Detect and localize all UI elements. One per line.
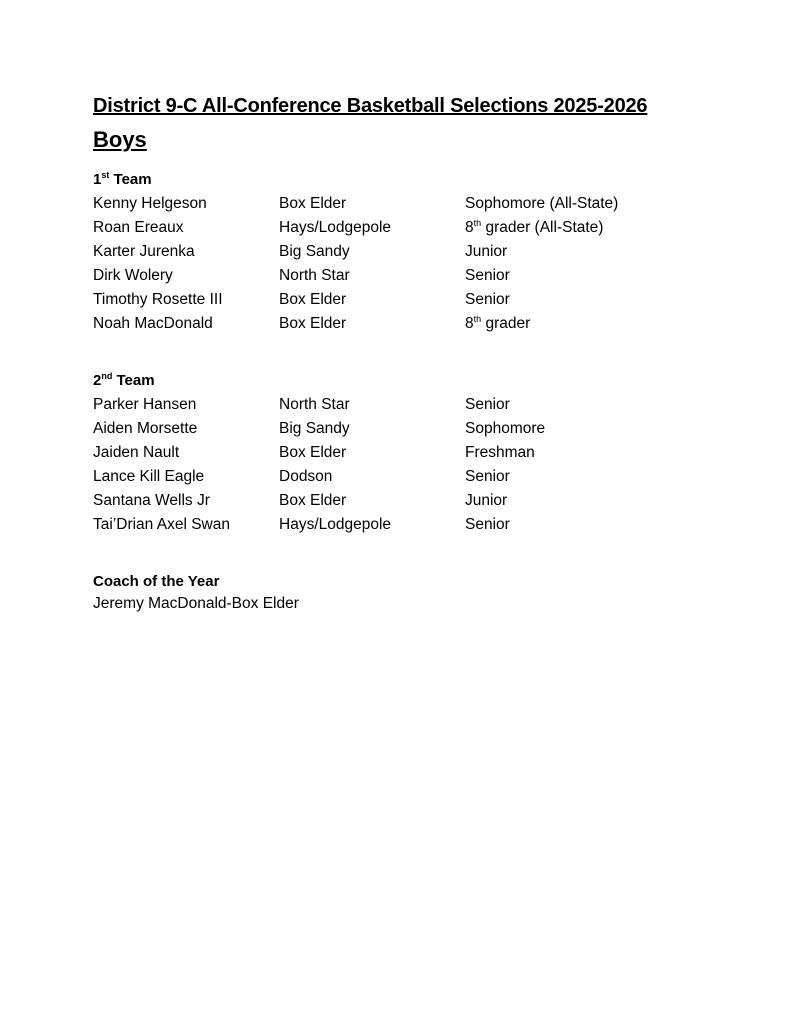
first-team-row (93, 267, 713, 291)
second-team-row (93, 396, 713, 420)
first-team-row (93, 195, 713, 219)
player-grade: Senior (465, 267, 510, 284)
player-school: Box Elder (279, 444, 347, 461)
player-name: Parker Hansen (93, 396, 197, 413)
player-grade: 8th grader (465, 313, 531, 332)
player-name: Noah MacDonald (93, 315, 213, 332)
second-team-heading-ordinal: nd (101, 371, 113, 381)
second-team-row (93, 468, 713, 492)
player-grade: Senior (465, 291, 510, 308)
coach-name: Jeremy MacDonald-Box Elder (93, 595, 299, 612)
player-school: North Star (279, 396, 350, 413)
second-team-row (93, 420, 713, 444)
player-grade: 8th grader (All-State) (465, 217, 604, 236)
player-grade: Sophomore (465, 420, 546, 437)
player-name: Tai’Drian Axel Swan (93, 516, 230, 533)
coach-heading: Coach of the Year (93, 573, 220, 590)
second-team-row (93, 516, 713, 540)
player-school: Box Elder (279, 195, 347, 212)
first-team-row (93, 219, 713, 243)
second-team-heading-number: 2 (93, 372, 102, 389)
second-team-heading (93, 372, 155, 389)
player-name: Karter Jurenka (93, 243, 195, 260)
player-name: Kenny Helgeson (93, 195, 207, 212)
document-subtitle: Boys (93, 127, 147, 152)
player-school: Big Sandy (279, 420, 350, 437)
second-team-heading-label: Team (112, 372, 155, 389)
player-name: Lance Kill Eagle (93, 468, 205, 485)
first-team-row (93, 291, 713, 315)
player-school: Hays/Lodgepole (279, 219, 392, 236)
first-team-heading-ordinal: st (101, 170, 110, 180)
player-school: North Star (279, 267, 350, 284)
player-grade: Senior (465, 468, 510, 485)
player-grade: Senior (465, 516, 510, 533)
second-team-row (93, 492, 713, 516)
player-name: Roan Ereaux (93, 219, 184, 236)
first-team-heading (93, 171, 152, 188)
player-name: Aiden Morsette (93, 420, 198, 437)
player-grade: Junior (465, 243, 508, 260)
player-grade: Senior (465, 396, 510, 413)
player-school: Box Elder (279, 291, 347, 308)
player-grade: Sophomore (All-State) (465, 195, 619, 212)
player-name: Dirk Wolery (93, 267, 173, 284)
player-grade: Freshman (465, 444, 535, 461)
player-school: Box Elder (279, 315, 347, 332)
player-school: Box Elder (279, 492, 347, 509)
player-school: Dodson (279, 468, 333, 485)
document-title: District 9-C All-Conference Basketball Selections 2025-2026 (93, 95, 648, 117)
first-team-heading-number: 1 (93, 171, 102, 188)
player-name: Timothy Rosette III (93, 291, 223, 308)
second-team-row (93, 444, 713, 468)
player-name: Jaiden Nault (93, 444, 180, 461)
player-school: Hays/Lodgepole (279, 516, 392, 533)
first-team-row (93, 315, 713, 339)
player-grade: Junior (465, 492, 508, 509)
player-name: Santana Wells Jr (93, 492, 210, 509)
first-team-heading-label: Team (109, 171, 152, 188)
first-team-row (93, 243, 713, 267)
player-school: Big Sandy (279, 243, 350, 260)
